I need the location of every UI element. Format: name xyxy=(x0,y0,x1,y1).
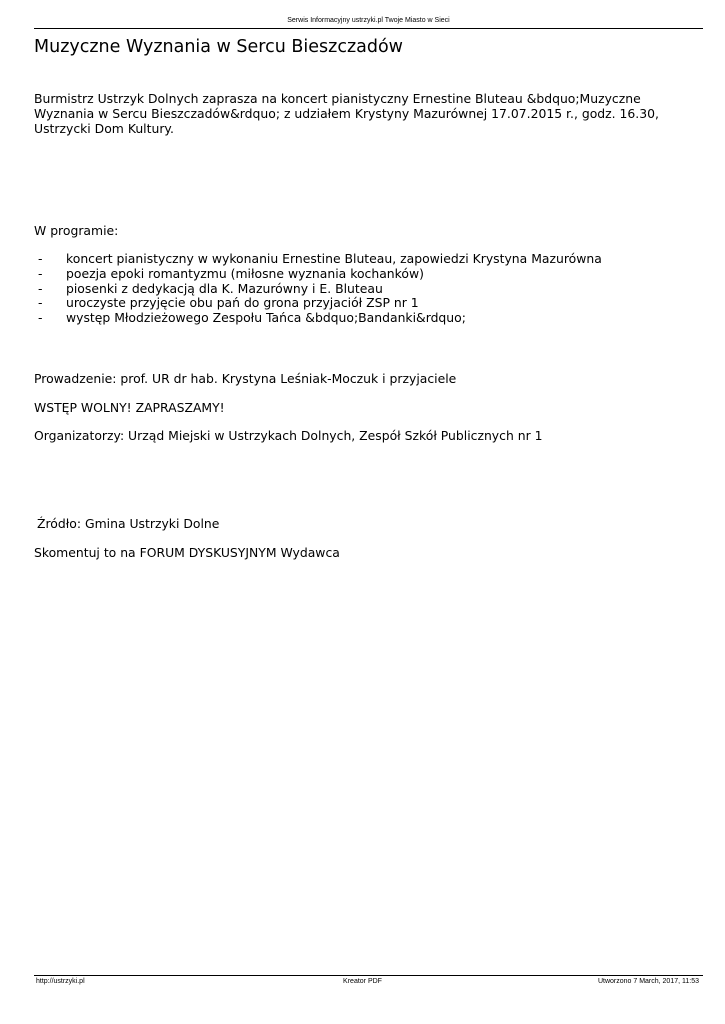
organizers-line: Organizatorzy: Urząd Miejski w Ustrzykach Dolnych, Zespół Szkół Publicznych nr 1 xyxy=(34,428,543,443)
footer-created-date: Utworzono 7 March, 2017, 11:53 xyxy=(597,978,699,985)
admission-line: WSTĘP WOLNY! ZAPRASZAMY! xyxy=(34,400,225,415)
footer-url[interactable]: http://ustrzyki.pl xyxy=(36,978,85,985)
source-line: Źródło: Gmina Ustrzyki Dolne xyxy=(37,516,220,531)
article-intro: Burmistrz Ustrzyk Dolnych zaprasza na koncert pianistyczny Ernestine Bluteau &bdquo;Muzyczne Wyznania w Sercu Bieszczadów&rdquo; z udziałem Krystyny Mazurównej 17.07.2015 r., godz. 16.30, Ustrzycki Dom Kultury. xyxy=(34,91,659,136)
bullet-dash: - xyxy=(38,265,43,281)
program-item xyxy=(34,267,602,282)
bullet-dash: - xyxy=(38,251,43,266)
host-line: Prowadzenie: prof. UR dr hab. Krystyna Leśniak-Moczuk i przyjaciele xyxy=(34,371,457,386)
program-item xyxy=(34,311,602,326)
program-item xyxy=(34,296,602,311)
program-item xyxy=(34,282,602,297)
bullet-dash: - xyxy=(38,280,43,296)
header-divider xyxy=(34,28,703,29)
program-item-text: uroczyste przyjęcie obu pań do grona przyjaciół ZSP nr 1 xyxy=(66,295,419,311)
program-list xyxy=(34,252,602,326)
program-item-text: koncert pianistyczny w wykonaniu Ernestine Bluteau, zapowiedzi Krystyna Mazurówna xyxy=(66,251,602,266)
footer-divider xyxy=(34,975,703,976)
page-header: Serwis Informacyjny ustrzyki.pl Twoje Miasto w Sieci xyxy=(287,17,450,24)
bullet-dash: - xyxy=(38,295,43,311)
article-title: Muzyczne Wyznania w Sercu Bieszczadów xyxy=(34,37,403,57)
program-item-text: występ Młodzieżowego Zespołu Tańca &bdquo;Bandanki&rdquo; xyxy=(66,310,466,326)
program-item xyxy=(34,252,602,267)
program-item-text: piosenki z dedykacją dla K. Mazurówny i E. Bluteau xyxy=(66,280,383,296)
program-label: W programie: xyxy=(34,223,119,238)
comment-line: Skomentuj to na FORUM DYSKUSYJNYM Wydawca xyxy=(34,545,340,560)
bullet-dash: - xyxy=(38,310,43,326)
footer-generator: Kreator PDF xyxy=(343,978,382,985)
program-item-text: poezja epoki romantyzmu (miłosne wyznania kochanków) xyxy=(66,265,424,281)
